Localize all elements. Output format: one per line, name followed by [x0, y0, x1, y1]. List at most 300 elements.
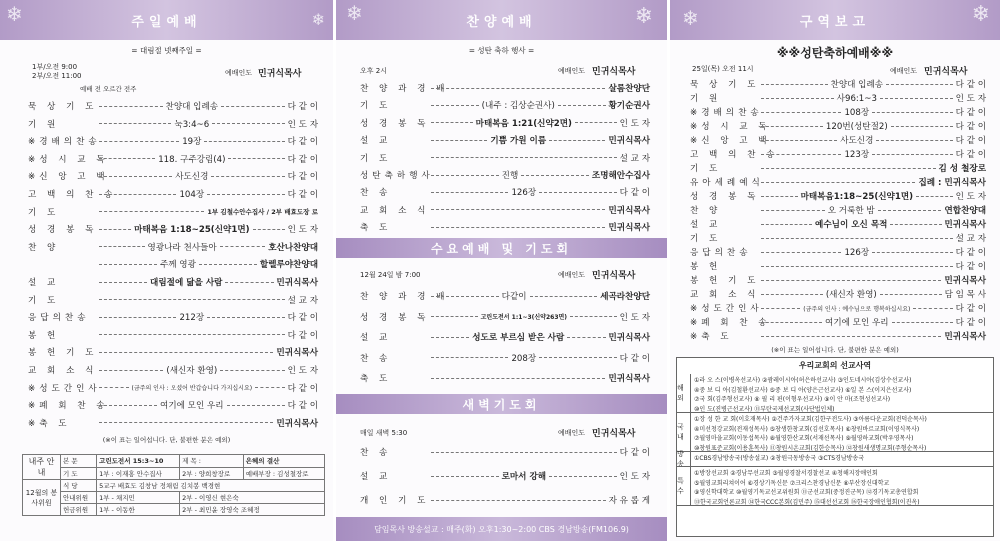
report-leader: 민귀식목사: [924, 67, 968, 77]
order-person: 민귀식목사: [608, 223, 650, 234]
mission-line: ⑤월영교회리쳐이어 ⑥경상기독신문 ⑦크리스찬경남신문 ⑧부산장신대학교: [694, 479, 890, 487]
wed-leader-role: 예배인도: [558, 271, 586, 279]
order-person: 민귀식목사: [608, 333, 651, 343]
order-person: 다 같 이: [955, 122, 987, 132]
order-row: [360, 82, 650, 94]
order-row: [360, 494, 650, 506]
leader-dash: [431, 476, 499, 477]
order-row: [690, 106, 986, 118]
leader-dash: [872, 154, 952, 155]
order-person: 민귀식목사: [944, 332, 986, 342]
leader-dash: [539, 192, 616, 193]
leader-dash: [530, 296, 598, 297]
order-person: 다 같 이: [619, 353, 650, 364]
leader-dash: [431, 140, 487, 141]
leader-dash: [99, 229, 131, 230]
order-content: 마태복음 1:21(신약2면): [475, 118, 572, 129]
order-row: [360, 186, 650, 198]
order-person: 조명해안수집사: [591, 171, 651, 181]
duty-cell: 식 당: [61, 480, 97, 492]
order-content: (새신자 환영): [825, 290, 877, 300]
order-row: [28, 364, 318, 376]
praise-subtitle: = 성탄 축하 행사 =: [468, 46, 535, 55]
order-person: 인 도 자: [619, 472, 650, 482]
order-label: 기 도: [690, 234, 722, 244]
leader-dash: [761, 182, 915, 183]
order-row: [690, 246, 986, 258]
snowflake-icon: ❄: [971, 2, 990, 27]
leader-dash: [761, 322, 822, 323]
order-row: [28, 311, 318, 323]
duty-cell: 고린도전서 15:3~10: [97, 455, 180, 468]
order-person: 호산나찬양대: [268, 242, 318, 253]
order-label: 찬 양: [28, 242, 60, 253]
leader-dash: [431, 105, 479, 106]
leader-dash: [431, 122, 473, 123]
order-person: 다 같 이: [619, 188, 650, 199]
dawn-title: 새벽기도회: [462, 397, 541, 412]
sunday-title: 주일예배: [131, 14, 202, 30]
order-label: 찬 송: [360, 448, 392, 458]
order-row: [28, 188, 318, 200]
order-label: 성 경 봉 독: [690, 192, 760, 202]
order-row: [690, 92, 986, 104]
order-content: 사96:1~3: [836, 94, 877, 104]
order-row: [360, 352, 650, 364]
order-label: 성 경 봉 독: [360, 118, 430, 129]
order-person: 다 같 이: [287, 401, 319, 412]
sunday-time1: 1부/오전 9:00: [32, 63, 78, 71]
order-row: [360, 169, 650, 181]
leader-dash: [431, 88, 605, 89]
order-row: [360, 204, 650, 216]
leader-dash: [99, 246, 145, 247]
mission-divider: [677, 451, 993, 452]
leader-dash: [892, 322, 953, 323]
order-person: 다 같 이: [287, 313, 318, 324]
mission-divider: [677, 505, 993, 506]
order-label: ※성 시 교 독: [690, 122, 771, 132]
sunday-prelude: 예배 전 오르간 전주: [80, 85, 137, 93]
dawn-leader-role: 예배인도: [558, 429, 586, 437]
order-content: 마태복음 1:18~25(신약1면): [134, 225, 250, 236]
leader-dash: [431, 452, 617, 453]
report-panel: [670, 0, 1000, 541]
order-person: 다 같 이: [955, 304, 987, 314]
order-person: 민귀식목사: [276, 348, 318, 359]
order-row: [690, 288, 986, 300]
leader-dash: [761, 154, 841, 155]
leader-dash: [431, 500, 606, 501]
leader-dash: [207, 317, 284, 318]
leader-dash: [99, 352, 273, 353]
order-person: 민귀식목사: [608, 136, 650, 147]
leader-dash: [761, 112, 841, 113]
order-row: [28, 399, 318, 411]
broadcast-footer: [336, 517, 667, 541]
order-label: ※성도간인사: [28, 383, 101, 394]
leader-dash: [255, 387, 285, 388]
sunday-time2: 2부/오전 11:00: [32, 72, 82, 80]
order-label: ※폐 회 찬 송: [28, 401, 109, 412]
duty-cell: 제 목 :: [180, 455, 244, 468]
report-leader-role: 예배인도: [890, 67, 918, 75]
order-row: [360, 331, 650, 343]
leader-dash: [431, 227, 605, 228]
leader-dash: [431, 296, 499, 297]
order-person: 다 같 이: [955, 262, 986, 272]
leader-dash: [761, 280, 941, 281]
order-person: 담 임 목 사: [944, 290, 987, 300]
order-row: [28, 118, 318, 130]
order-label: ※경배의찬송: [690, 108, 763, 118]
leader-dash: [567, 337, 605, 338]
order-content: 대림절에 닮을 사람: [150, 278, 223, 288]
order-row: [690, 134, 986, 146]
order-content: 다같이: [501, 292, 527, 302]
order-person: 다 같 이: [287, 330, 318, 341]
order-row: [690, 78, 986, 90]
order-row: [28, 206, 318, 218]
order-person: 다 같 이: [287, 190, 318, 200]
order-label: 봉 헌 기 도: [690, 276, 760, 286]
order-content: 로마서 강해: [501, 472, 547, 482]
mission-divider: [677, 466, 993, 467]
praise-leader: 민귀식목사: [592, 67, 636, 77]
sunday-header: [0, 0, 333, 40]
order-label: 찬 양 과 경 배: [360, 84, 449, 94]
mission-line: ④미선청강교회(전재성목사) ⑤창생한창교회(김선호목사) ⑥창원바르교회(이영식목사): [694, 425, 920, 433]
order-content: 126장: [844, 248, 870, 258]
praise-header: [336, 0, 667, 40]
order-row: [690, 162, 986, 174]
leader-dash: [539, 357, 616, 358]
snowflake-icon: ❄: [311, 10, 325, 29]
broadcast-text: 담임목사 방송설교 : 매주(화) 오후1:30~2:00 CBS 경남방송(FM106.9): [374, 524, 629, 534]
leader-dash: [761, 126, 823, 127]
order-person: 설 교 자: [955, 234, 986, 244]
snowflake-icon: ❄: [682, 6, 699, 30]
duty-cell: 예배부장 : 김성철장로: [243, 467, 324, 480]
order-content: 120번(성탄절2): [825, 122, 888, 132]
mission-line: ⑦국 회(김주형선교사) ⑧ 필 리 핀(이형우선교사) ⑨이 안 마(조현성선교사): [694, 396, 891, 403]
order-label: ※성도간인사: [690, 304, 763, 314]
leader-dash: [761, 308, 800, 309]
order-person: 다 같 이: [955, 150, 986, 160]
order-label: 설 교: [690, 220, 722, 230]
snowflake-icon: ❄: [6, 2, 23, 26]
order-label: 교 회 소 식: [28, 366, 98, 376]
leader-dash: [99, 194, 176, 195]
leader-dash: [431, 175, 499, 176]
order-label: 유아세례예식: [690, 178, 764, 188]
order-row: [360, 117, 650, 129]
order-row: [690, 190, 986, 202]
order-row: [360, 152, 650, 164]
order-content: 찬양대 입례송: [165, 102, 219, 112]
order-row: [28, 417, 318, 429]
praise-leader-role: 예배인도: [558, 67, 586, 75]
leader-dash: [99, 282, 147, 283]
order-person: 민귀식목사: [608, 205, 650, 216]
order-person: 다 같 이: [955, 80, 987, 90]
order-label: 개 인 기 도: [360, 496, 430, 506]
order-row: [690, 232, 986, 244]
order-content: 126장: [511, 188, 537, 199]
praise-worship-panel: [336, 0, 667, 541]
order-person: 민귀식목사: [608, 374, 650, 384]
duty-cell: 안내위원: [61, 492, 97, 504]
duty-cell: 1부 - 채지민: [97, 492, 180, 504]
sunday-leader: 민귀식목사: [258, 69, 302, 79]
duty-cell: 은혜의 결산: [243, 455, 324, 468]
wed-time: 12월 24일 밤 7:00: [360, 271, 421, 279]
leader-dash: [876, 140, 952, 141]
order-person: 할렐루야찬양대: [259, 260, 319, 271]
mission-line: ⑨영신학대학교 ⑩월영기독교선교위원회 ⑪군선교회(중정진군목) ⑫경기독교총연합회: [694, 489, 919, 496]
order-content: 118. 구주강림(4): [158, 154, 226, 165]
order-content: 마태복음1:18~25(신약1면): [800, 192, 914, 202]
order-person: 인 도 자: [287, 366, 319, 376]
duty-cell: 2부 - 이영신 현은숙: [180, 492, 325, 504]
order-person: 설 교 자: [287, 295, 318, 306]
dawn-header: [336, 394, 667, 414]
order-row: [690, 274, 986, 286]
order-person: 김 성 철장로: [938, 164, 986, 174]
leader-dash: [761, 210, 825, 211]
leader-dash: [570, 316, 617, 317]
leader-dash: [761, 224, 812, 225]
leader-dash: [221, 106, 285, 107]
order-content: (내주 : 김상순권사): [481, 101, 555, 112]
report-title: 구역보고: [799, 14, 871, 30]
order-content: 눅3:4~6: [174, 119, 210, 130]
leader-dash: [886, 84, 953, 85]
order-label: 봉 헌 기 도: [28, 348, 98, 359]
order-content: 123장: [844, 150, 870, 160]
leader-dash: [761, 84, 828, 85]
wed-leader: 민귀식목사: [592, 271, 636, 281]
leader-dash: [207, 194, 284, 195]
leader-dash: [549, 140, 605, 141]
snowflake-icon: ❄: [346, 1, 363, 25]
order-label: ※신 앙 고 백: [28, 172, 109, 183]
order-person: 다 같 이: [287, 383, 319, 394]
mission-line: ⑩인 도(진병근선교사) ⑪부탄국제선교회(사단법인체): [694, 405, 835, 413]
order-row: [28, 170, 318, 182]
leader-dash: [99, 317, 176, 318]
order-content: 성도로 부르심 받은 사람: [472, 333, 565, 343]
leader-dash: [880, 294, 942, 295]
order-content: 104장: [179, 190, 205, 200]
order-label: 기 도: [360, 153, 392, 164]
order-content: 영광나라 천사들아: [147, 242, 217, 253]
order-label: 기 도: [360, 101, 392, 112]
sunday-note: (※이 표는 일어섭니다. 단, 불편한 분은 예외): [102, 436, 231, 444]
order-row: [28, 346, 318, 358]
order-row: [690, 120, 986, 132]
leader-dash: [431, 378, 605, 379]
order-label: ※신 앙 고 백: [690, 136, 771, 146]
christmas-title: ※※성탄축하예배※※: [776, 46, 894, 60]
leader-dash: [549, 476, 617, 477]
leader-dash: [431, 337, 469, 338]
leader-dash: [99, 299, 285, 300]
order-person: 민귀식목사: [944, 220, 987, 230]
order-label: 성 경 봉 독: [360, 312, 430, 323]
leader-dash: [211, 176, 284, 177]
order-label: 응답의찬송: [690, 248, 752, 258]
order-row: [690, 176, 986, 188]
order-label: 찬 송: [360, 188, 392, 199]
order-person: 인 도 자: [955, 94, 986, 104]
order-row: [28, 100, 318, 112]
leader-dash: [761, 336, 941, 337]
mission-group-label: 방송: [677, 452, 691, 466]
order-row: [360, 99, 650, 111]
leader-dash: [890, 224, 941, 225]
order-person: 다 같 이: [287, 154, 318, 165]
mission-line: ①CBS경남방송국(방송설교) ②창원극동방송국 ③CTS경남방송국: [694, 455, 865, 462]
order-label: 고 백 의 찬 송: [690, 150, 779, 160]
leader-dash: [761, 294, 823, 295]
leader-dash: [99, 264, 157, 265]
leader-dash: [99, 141, 179, 142]
leader-dash: [431, 192, 508, 193]
order-label: 성 경 봉 독: [28, 225, 98, 236]
order-person: 연합찬양대: [944, 206, 986, 216]
order-person: 자 유 롭 게: [608, 496, 650, 506]
leader-dash: [99, 334, 285, 335]
order-content: 고린도전서 1:1~3(신약263면): [480, 314, 568, 321]
dawn-time: 매일 새벽 5:30: [360, 429, 408, 437]
order-label: ※경배의찬송: [28, 137, 101, 148]
order-person: 인 도 자: [955, 192, 987, 202]
praise-title: 찬양예배: [466, 14, 537, 30]
order-row: [28, 382, 318, 394]
leader-dash: [431, 316, 478, 317]
order-row: [690, 260, 986, 272]
order-label: 기 도: [690, 164, 722, 174]
order-row: [28, 329, 318, 341]
leader-dash: [99, 123, 171, 124]
order-label: 설 교: [28, 278, 60, 288]
mission-group-label: 국내: [677, 413, 691, 451]
order-row: [360, 470, 650, 482]
duty-cell: 2부 - 최민윤 장영숙 조혜정: [180, 504, 325, 516]
order-label: 찬 송: [360, 353, 392, 364]
leader-dash: [99, 422, 273, 423]
report-header: [670, 0, 1000, 40]
order-person: 다 같 이: [287, 102, 319, 112]
duty-cell: 1부 - 이동한: [97, 504, 180, 516]
mission-line: ①방장선교회 ②경남무선교회 ③월영경찰서경찰선교 ④청해지장애인회: [694, 470, 878, 477]
leader-dash: [99, 211, 204, 212]
mission-box: [676, 357, 994, 537]
order-person: 다 같 이: [955, 136, 986, 146]
leader-dash: [220, 370, 284, 371]
leader-dash: [253, 229, 285, 230]
order-content: 212장: [179, 313, 205, 324]
sunday-subtitle: = 대림절 넷째주일 =: [131, 46, 202, 55]
report-note: (※이 표는 일어섭니다. 단, 불편한 분은 예외): [771, 346, 899, 354]
leader-dash: [916, 196, 953, 197]
order-content: 사도신경: [175, 172, 209, 183]
order-person: 황기순권사: [608, 101, 651, 112]
order-label: 기 원: [690, 94, 722, 104]
order-person: 다 같 이: [955, 248, 986, 258]
mission-line: ①장 성 한 교 회(이호재목사) ②건주가자교회(김한구전도사) ③아름다운교회(전덕순목사): [694, 416, 927, 423]
mission-group-label: 특수: [677, 467, 691, 505]
leader-dash: [431, 157, 617, 158]
order-label: ※축 도: [690, 332, 733, 342]
order-label: ※축 도: [28, 418, 71, 429]
order-content: 108장: [844, 108, 870, 118]
order-label: ※성 시 교 독: [28, 154, 109, 165]
wed-title: 수요예배 및 기도회: [430, 241, 573, 256]
order-content: (새신자 환영): [166, 366, 218, 376]
order-label: 축 도: [360, 223, 392, 234]
sunday-worship-panel: [0, 0, 333, 541]
order-content: 19장: [182, 137, 202, 148]
order-content: 예수님이 오신 목적: [815, 220, 888, 230]
duty-group: 12월의 봉사위원: [23, 480, 61, 516]
order-content: (금주의 인사 : 오셨어 반갑습니다 가지십시요): [131, 385, 253, 393]
leader-dash: [220, 246, 266, 247]
order-row: [360, 311, 650, 323]
leader-dash: [521, 175, 589, 176]
order-person: 다 같 이: [619, 448, 650, 458]
leader-dash: [227, 405, 285, 406]
leader-dash: [761, 238, 953, 239]
order-row: [28, 135, 318, 147]
leader-dash: [872, 252, 952, 253]
leader-dash: [761, 252, 841, 253]
leader-dash: [204, 141, 284, 142]
leader-dash: [558, 105, 606, 106]
leader-dash: [225, 282, 273, 283]
duty-title: 내주 안내: [23, 455, 61, 480]
order-person: 다 같 이: [955, 318, 987, 328]
order-person: 집례 : 민귀식목사: [918, 178, 986, 188]
order-row: [360, 221, 650, 233]
order-content: 여기에 모인 우리: [160, 401, 224, 412]
leader-dash: [880, 98, 953, 99]
leader-dash: [99, 106, 163, 107]
leader-dash: [199, 264, 257, 265]
leader-dash: [872, 112, 952, 113]
order-label: 설 교: [360, 472, 392, 482]
order-person: 인 도 자: [619, 118, 651, 129]
leader-dash: [575, 122, 617, 123]
order-person: 다 같 이: [955, 108, 986, 118]
order-person: 인 도 자: [619, 312, 651, 323]
praise-time: 오후 2시: [360, 67, 387, 75]
leader-dash: [99, 370, 163, 371]
mission-line: ⑩창원표준교회(이용훈목사) ⑪창원시온교회(김한승목사) ⑫창원새생명교회(주형순목사): [694, 444, 927, 452]
order-label: ※폐 회 찬 송: [690, 318, 771, 328]
order-row: [360, 290, 650, 302]
order-row: [360, 134, 650, 146]
duty-table: [22, 454, 325, 516]
leader-dash: [99, 158, 155, 159]
mission-line: ④중 보 디 아(김철환선교사) ⑤중 보 디 아(양은근선교사) ⑥일 본 스(이지은선교사): [694, 386, 912, 394]
order-row: [28, 258, 318, 270]
order-row: [690, 218, 986, 230]
order-content: 주께 영광: [159, 260, 196, 271]
order-label: 교 회 소 식: [690, 290, 760, 300]
order-row: [690, 316, 986, 328]
